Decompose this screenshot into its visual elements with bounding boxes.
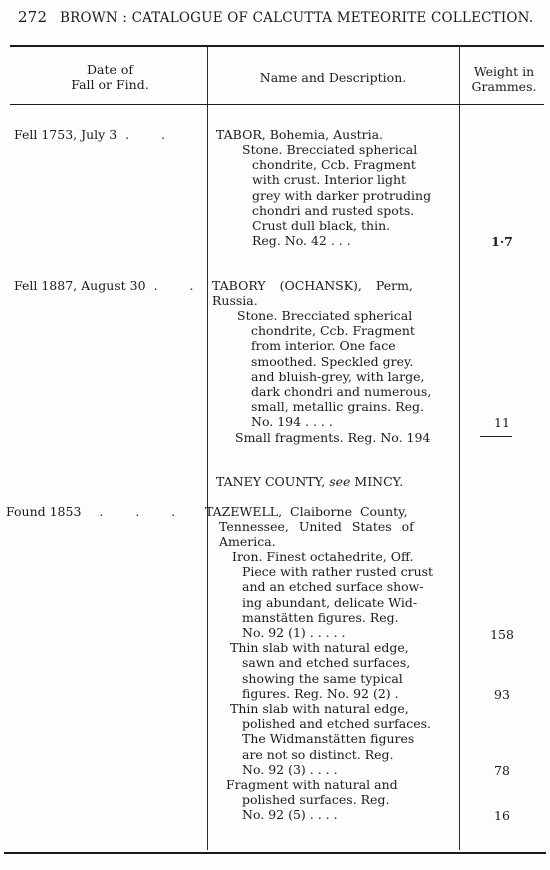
entry-name (205, 504, 414, 549)
running-head (18, 8, 548, 26)
header-weight-line1: Weight in (473, 64, 535, 79)
top-rule (10, 45, 544, 47)
cross-reference (216, 474, 403, 489)
entry-date (14, 127, 179, 142)
date-text: Fell 1753, July 3 (14, 127, 118, 142)
header-rule (10, 104, 544, 105)
date-leader: . . (153, 278, 208, 293)
header-date (30, 62, 190, 92)
desc-line: Thin slab with natural edge, (230, 701, 409, 717)
desc-line: Crust dull black, thin. (252, 218, 391, 234)
desc-line: figures. Reg. No. 92 (2) . (242, 685, 399, 701)
column-divider-left (207, 47, 208, 850)
desc-line: Thin slab with natural edge, (230, 640, 409, 656)
header-name (207, 70, 459, 85)
column-divider-right (459, 47, 460, 850)
desc-line: No. 194 . . . . (251, 414, 333, 430)
desc-line: No. 92 (5) . . . . (242, 807, 338, 823)
desc-line: The Widmanstätten figures (242, 731, 415, 747)
entry-name-line: TABORY (OCHANSK), Perm, (212, 278, 413, 293)
desc-line: chondrite, Ccb. Fragment (252, 157, 416, 173)
weight-value: 1·7 (491, 234, 513, 249)
desc-line: sawn and etched surfaces, (242, 655, 411, 671)
desc-line: Stone. Brecciated spherical (242, 142, 418, 157)
desc-line: Piece with rather rusted crust (242, 564, 434, 580)
desc-line: Small fragments. Reg. No. 194 (235, 429, 431, 445)
desc-line: polished and etched surfaces. (242, 716, 431, 732)
cross-reference-see: see (329, 474, 351, 489)
entry-date (14, 278, 207, 293)
cross-reference-target: MINCY. (354, 474, 404, 489)
weight-value: 16 (494, 808, 510, 823)
date-leader: . . . (99, 504, 190, 519)
date-text: Found 1853 (6, 504, 82, 519)
desc-line: No. 92 (3) . . . . (242, 761, 338, 777)
date-text: Fell 1887, August 30 (14, 278, 146, 293)
header-date-line1: Date of (86, 62, 134, 77)
desc-line: Stone. Brecciated spherical (237, 308, 413, 323)
desc-line: smoothed. Speckled grey. (251, 353, 414, 369)
header-weight (462, 64, 546, 94)
desc-line: grey with darker protruding (252, 187, 432, 203)
desc-line: chondrite, Ccb. Fragment (251, 323, 415, 339)
bottom-rule (4, 852, 546, 854)
desc-line: and an etched surface show- (242, 579, 424, 595)
weight-value: 11 (494, 415, 510, 430)
entry-name-line: TAZEWELL, Claiborne County, (205, 504, 408, 519)
entry-description (244, 142, 442, 248)
entry-name-line: Russia. (212, 293, 258, 308)
desc-line: dark chondri and numerous, (251, 384, 432, 400)
entry-description (226, 549, 440, 823)
desc-line: chondri and rusted spots. (252, 202, 415, 218)
desc-line: manstätten figures. Reg. (242, 609, 399, 625)
entry-description (237, 308, 443, 445)
desc-line: Fragment with natural and (226, 777, 398, 793)
desc-line: from interior. One face (251, 338, 396, 354)
desc-line: Reg. No. 42 . . . (252, 233, 351, 249)
entry-name (216, 127, 383, 142)
desc-line: with crust. Interior light (252, 172, 407, 188)
entry-name (212, 278, 413, 308)
date-leader: . . (125, 127, 180, 142)
entry-name-text: TABOR, Bohemia, Austria. (216, 127, 384, 142)
desc-line: Iron. Finest octahedrite, Off. (232, 549, 414, 564)
header-weight-line2: Grammes. (471, 79, 537, 94)
desc-line: are not so distinct. Reg. (242, 746, 394, 762)
desc-line: small, metallic grains. Reg. (251, 399, 424, 415)
header-date-line2: Fall or Find. (71, 77, 149, 92)
desc-line: polished surfaces. Reg. (242, 792, 390, 808)
weight-value: 78 (494, 763, 510, 778)
entry-date (6, 504, 189, 519)
header-name-text: Name and Description. (259, 70, 407, 85)
desc-line: No. 92 (1) . . . . . (242, 625, 346, 641)
desc-line: ing abundant, delicate Wid- (242, 594, 418, 610)
entry-name-line: Tennessee, United States of (219, 519, 414, 534)
cross-reference-name: TANEY COUNTY, (216, 474, 326, 489)
entry-name-line: America. (219, 534, 276, 549)
page-number: 272 (18, 8, 48, 26)
desc-line: showing the same typical (242, 670, 403, 686)
running-title: BROWN : CATALOGUE OF CALCUTTA METEORITE COLLECTION. (60, 10, 534, 26)
desc-line: and bluish-grey, with large, (251, 368, 425, 384)
weight-value: 93 (494, 687, 510, 702)
weight-value: 158 (490, 627, 514, 642)
weight-sum-rule (480, 436, 512, 437)
